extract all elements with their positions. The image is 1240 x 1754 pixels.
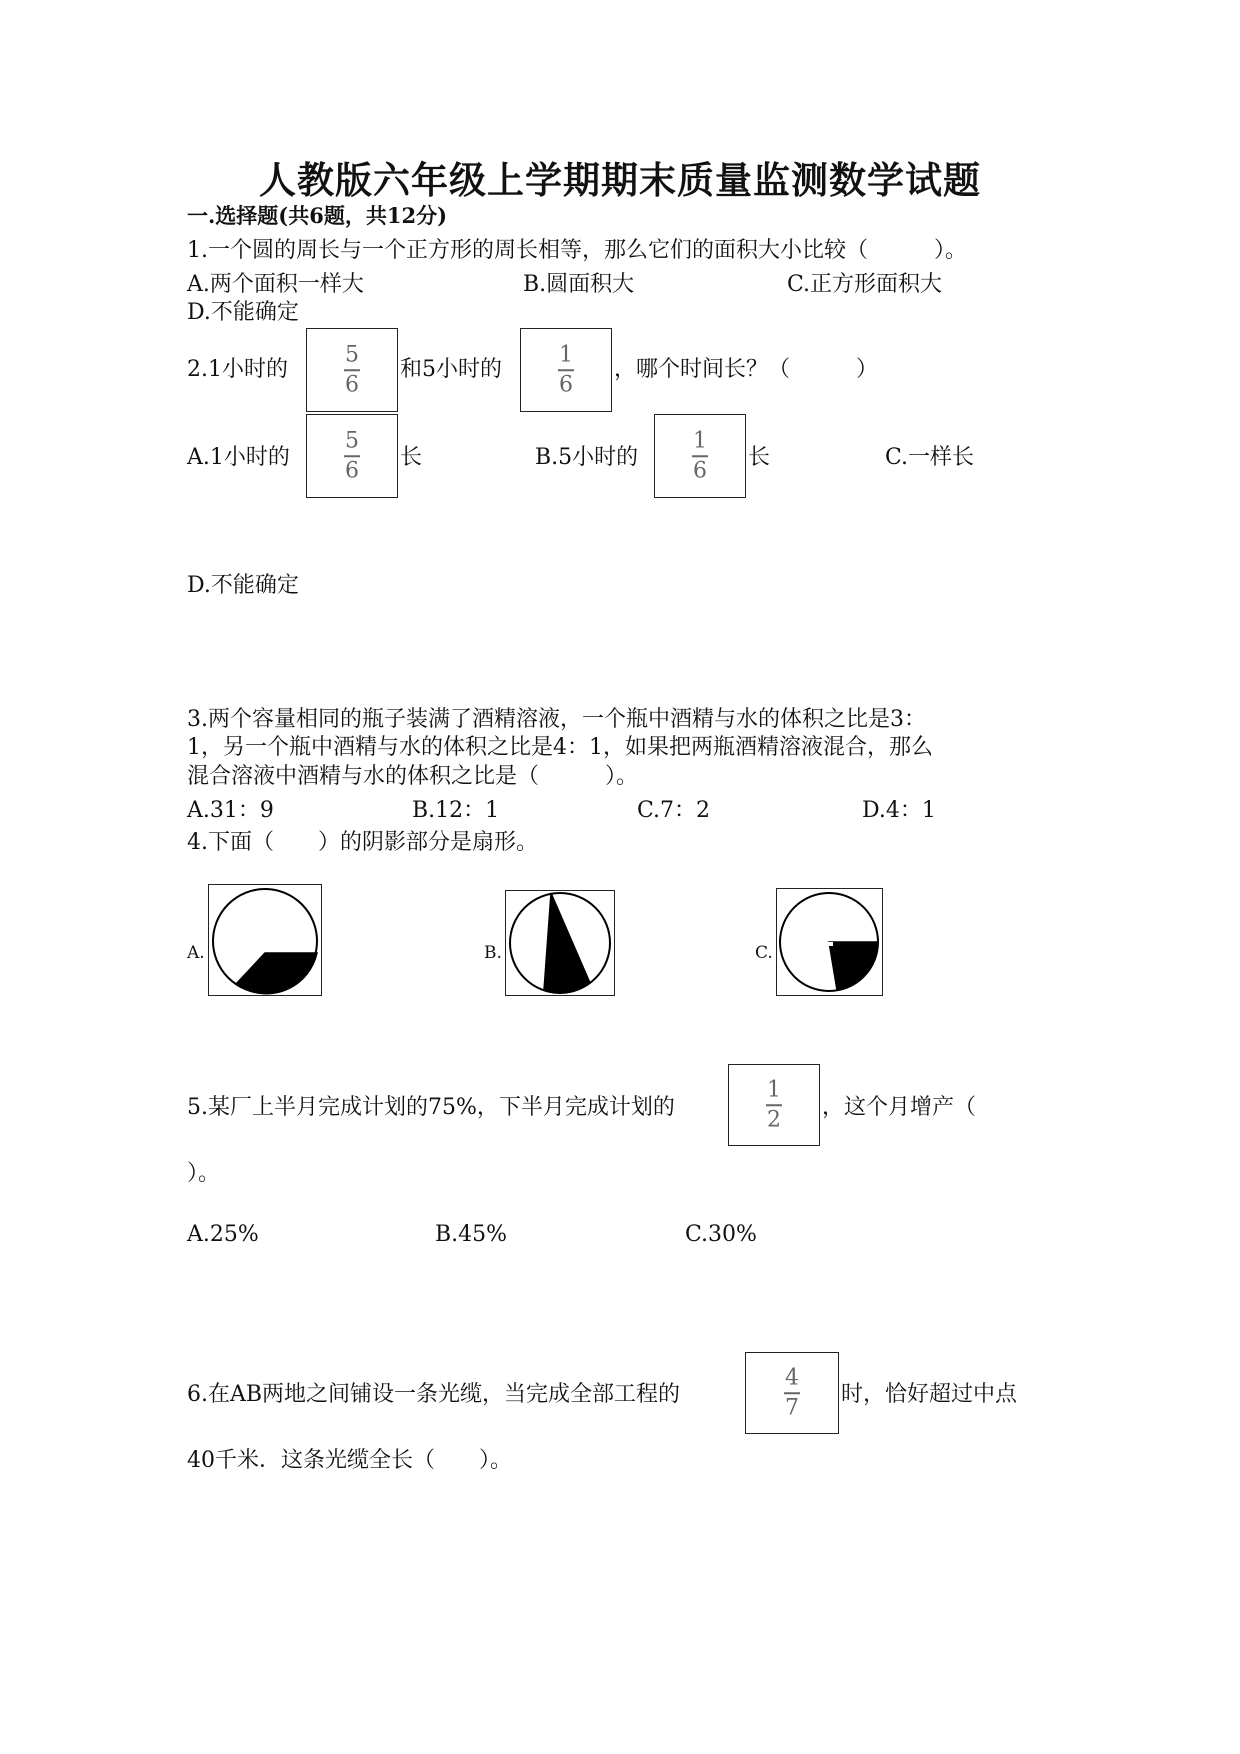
q1-option-c[interactable]: C.正方形面积大 xyxy=(787,272,943,297)
fraction-bar xyxy=(692,455,708,457)
q2-text-part1: 2.1小时的 xyxy=(187,357,288,382)
q3-option-b[interactable]: B.12：1 xyxy=(412,798,500,823)
q6-text-part3: 40千米．这条光缆全长（ ）。 xyxy=(187,1448,512,1473)
sector-figure-a xyxy=(209,885,321,995)
sector-figure-b xyxy=(506,891,614,995)
q5-option-c[interactable]: C.30% xyxy=(685,1222,757,1247)
q2-text-part2: 和5小时的 xyxy=(400,357,502,382)
q1-text: 1.一个圆的周长与一个正方形的周长相等，那么它们的面积大小比较（ ）。 xyxy=(187,238,967,263)
q3-option-a[interactable]: A.31：9 xyxy=(187,798,274,823)
fraction-numerator: 1 xyxy=(767,1077,781,1103)
fraction-denominator: 6 xyxy=(559,371,573,397)
fraction-numerator: 1 xyxy=(693,428,707,454)
q6-fraction-box xyxy=(745,1352,839,1434)
q4-option-b-figure[interactable] xyxy=(505,890,615,996)
q2-option-c[interactable]: C.一样长 xyxy=(885,445,975,470)
q2-option-a-suffix: 长 xyxy=(400,445,423,470)
fraction-numerator: 1 xyxy=(559,342,573,368)
q2-fraction-box-2 xyxy=(520,328,612,412)
fraction xyxy=(307,344,397,396)
fraction-denominator: 6 xyxy=(345,371,359,397)
q3-text-line3: 混合溶液中酒精与水的体积之比是（ ）。 xyxy=(187,764,639,789)
q1-option-d[interactable]: D.不能确定 xyxy=(187,300,299,325)
q3-text-line1: 3.两个容量相同的瓶子装满了酒精溶液，一个瓶中酒精与水的体积之比是3： xyxy=(187,707,926,732)
q5-text-part1: 5.某厂上半月完成计划的75%，下半月完成计划的 xyxy=(187,1095,675,1120)
q2-option-b-suffix: 长 xyxy=(748,445,771,470)
q2-option-d[interactable]: D.不能确定 xyxy=(187,573,299,598)
fraction-denominator: 6 xyxy=(693,457,707,483)
q4-option-b-label[interactable]: B. xyxy=(484,943,502,963)
q5-text-part2: ，这个月增产（ xyxy=(822,1095,977,1120)
q5-option-a[interactable]: A.25% xyxy=(187,1222,259,1247)
fraction-bar xyxy=(766,1104,782,1106)
q6-text-part1: 6.在AB两地之间铺设一条光缆，当完成全部工程的 xyxy=(187,1382,681,1407)
fraction-denominator: 2 xyxy=(767,1106,781,1132)
fraction-numerator: 5 xyxy=(345,342,359,368)
fraction-bar xyxy=(344,455,360,457)
fraction-bar xyxy=(784,1392,800,1394)
q6-text-part2: 时，恰好超过中点 xyxy=(841,1382,1018,1407)
q1-option-a[interactable]: A.两个面积一样大 xyxy=(187,272,364,297)
fraction xyxy=(746,1367,838,1419)
q5-text-part3: ）。 xyxy=(187,1161,221,1186)
section-heading: 一.选择题(共6题，共12分) xyxy=(187,203,448,228)
q4-text: 4.下面（ ）的阴影部分是扇形。 xyxy=(187,830,538,855)
fraction-bar xyxy=(344,369,360,371)
q4-option-a-figure[interactable] xyxy=(208,884,322,996)
fraction-numerator: 4 xyxy=(785,1365,799,1391)
q2-fraction-box-1 xyxy=(306,328,398,412)
q1-option-b[interactable]: B.圆面积大 xyxy=(523,272,635,297)
q4-option-c-figure[interactable] xyxy=(776,888,883,996)
q3-option-d[interactable]: D.4：1 xyxy=(862,798,936,823)
sector-figure-c xyxy=(777,889,882,995)
fraction xyxy=(655,430,745,482)
q2-text-part3: ，哪个时间长？（ ） xyxy=(614,357,879,382)
q3-text-line2: 1，另一个瓶中酒精与水的体积之比是4：1，如果把两瓶酒精溶液混合，那么 xyxy=(187,735,933,760)
fraction-numerator: 5 xyxy=(345,428,359,454)
q2-option-a-text[interactable]: A.1小时的 xyxy=(187,445,290,470)
q5-fraction-box xyxy=(728,1064,820,1146)
q4-option-c-label[interactable]: C. xyxy=(755,943,773,963)
fraction-bar xyxy=(558,369,574,371)
fraction xyxy=(307,430,397,482)
q2-option-a-fraction-box xyxy=(306,414,398,498)
q4-option-a-label[interactable]: A. xyxy=(187,943,205,963)
fraction-denominator: 6 xyxy=(345,457,359,483)
q2-option-b-text[interactable]: B.5小时的 xyxy=(535,445,639,470)
q2-option-b-fraction-box xyxy=(654,414,746,498)
fraction-denominator: 7 xyxy=(785,1394,799,1420)
q5-option-b[interactable]: B.45% xyxy=(435,1222,508,1247)
page-title: 人教版六年级上学期期末质量监测数学试题 xyxy=(259,158,981,202)
fraction xyxy=(521,344,611,396)
q3-option-c[interactable]: C.7：2 xyxy=(637,798,711,823)
fraction xyxy=(729,1079,819,1131)
